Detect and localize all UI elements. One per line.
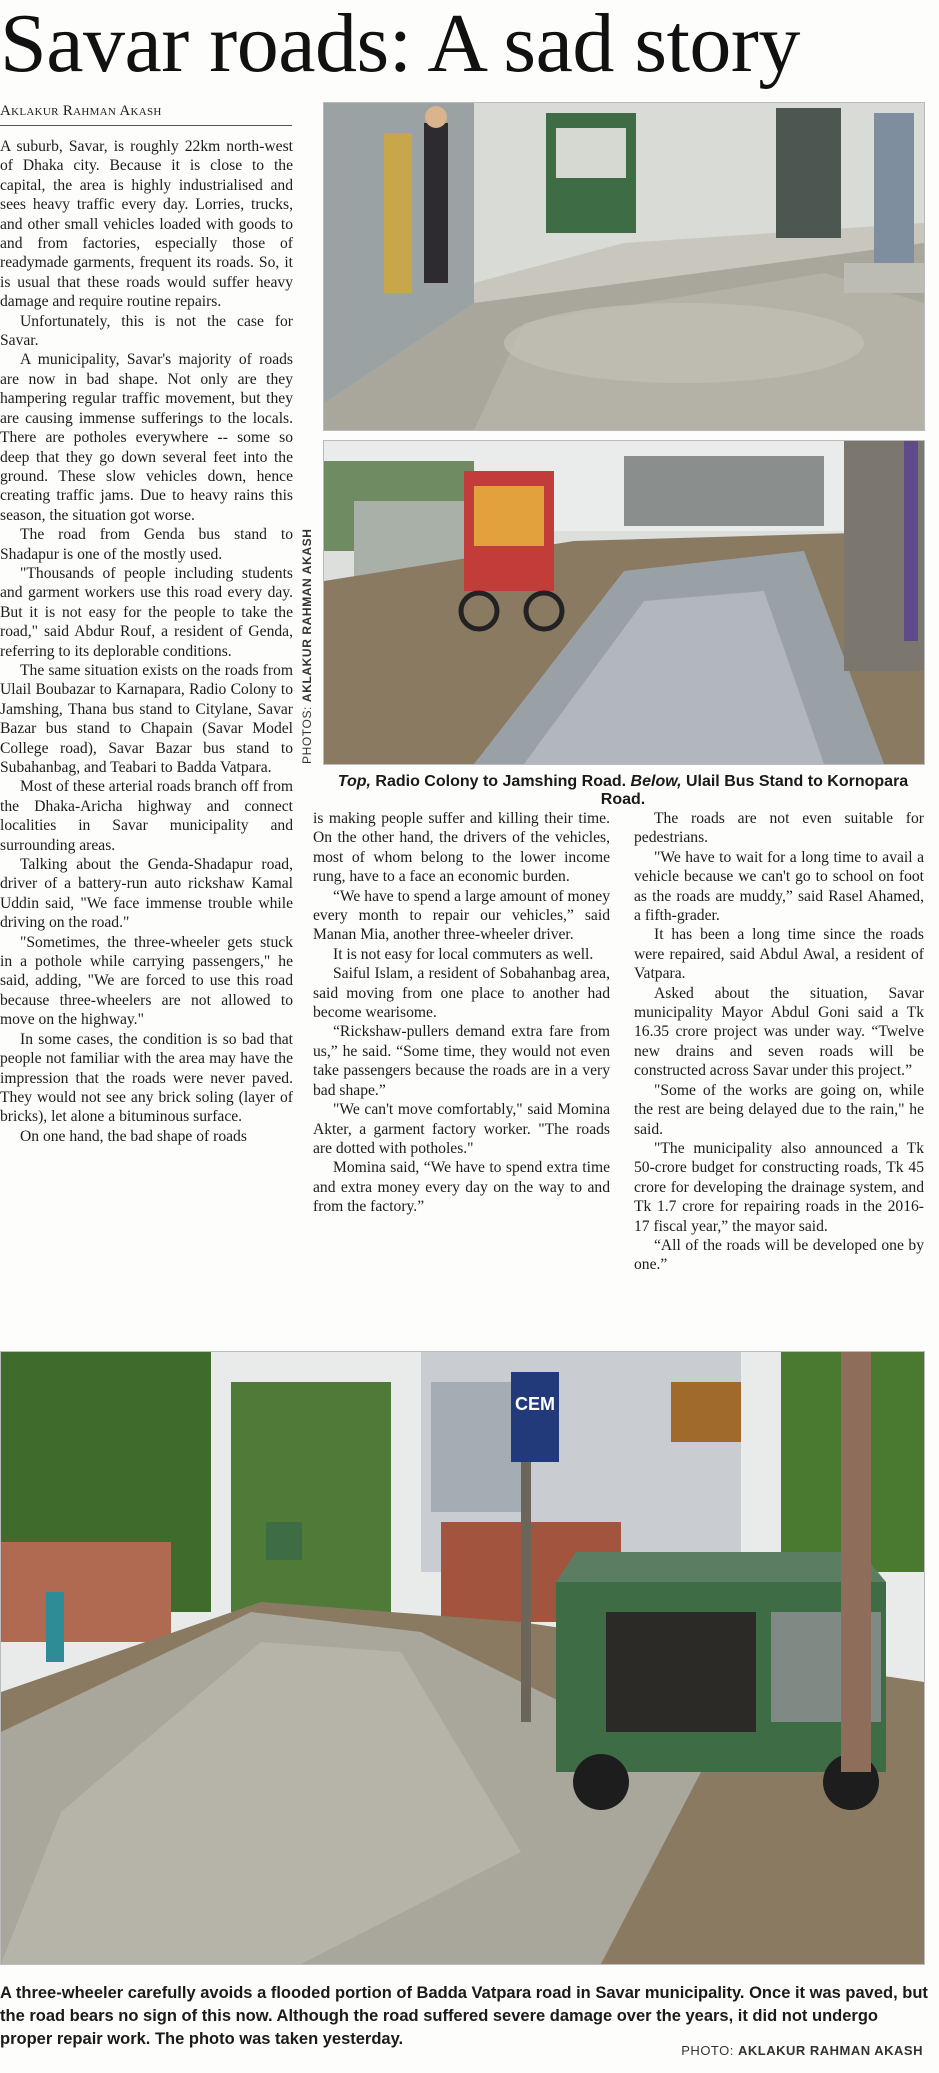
paragraph: In some cases, the condition is so bad that people not familiar with the area may have the impression that the roads were never paved. They would not see any brick soling (layer of bricks), let alone a bituminous surface.	[0, 1030, 293, 1126]
paragraph: A municipality, Savar's majority of roads are now in bad shape. Not only are they hampering regular traffic movement, but they are causing immense sufferings to the locals. There are potholes everywhere -- some so deep that they go down several feet into the ground. These slow vehicles down, hence creating traffic jams. Due to heavy rains this season, the situation got worse.	[0, 351, 293, 524]
paragraph: A suburb, Savar, is roughly 22km north-west of Dhaka city. Because it is close to the capital, the area is highly industrialised and sees heavy traffic every day. Lorries, trucks, and other small vehicles loaded with goods to and from factories, especially those of readymade garments, frequent its roads. So, it is usual that these roads would suffer heavy damage and require routine repairs.	[0, 138, 293, 311]
paragraph: "Thousands of people including students and garment workers use this road every day. But it is not easy for the people to take the road," said Abdur Rouf, a resident of Genda, referring to its deplorable conditions.	[0, 564, 293, 660]
paragraph: Momina said, “We have to spend extra time and extra money every day on the way to and from the factory.”	[313, 1159, 610, 1216]
paragraph: “We have to spend a large amount of money every month to repair our vehicles,” said Manan Mia, another three-wheeler driver.	[313, 887, 610, 944]
photo-caption-top	[323, 773, 923, 809]
paragraph: “All of the roads will be developed one by one.”	[634, 1236, 924, 1274]
photo-credit-bottom	[675, 2043, 923, 2058]
caption-lead-top: Top,	[337, 773, 371, 790]
paragraph: Unfortunately, this is not the case for Savar.	[0, 312, 293, 350]
paragraph: Talking about the Genda-Shadapur road, driver of a battery-run auto rickshaw Kamal Uddin said, "We face immense trouble while driving on the road."	[0, 856, 293, 932]
paragraph: Asked about the situation, Savar municipality Mayor Abdul Goni said a Tk 16.35 crore project was under way. “Twelve new drains and seven roads will be constructed across Savar under this project.”	[634, 984, 924, 1080]
paragraph: The same situation exists on the roads from Ulail Boubazar to Karnapara, Radio Colony to Jamshing, Thana bus stand to Citylane, Savar Bazar bus stand to Chapain (Savar Model College road), Savar Bazar bus stand to Subahanbag, and Teabari to Badda Vatpara.	[0, 661, 293, 776]
credit-name: AKLAKUR RAHMAN AKASH	[737, 2043, 923, 2058]
photo-badda-vatpara-road	[0, 1351, 925, 1965]
paragraph: "We can't move comfortably," said Momina Akter, a garment factory worker. "The roads are dotted with potholes."	[313, 1101, 610, 1157]
paragraph: It has been a long time since the roads were repaired, said Abdul Awal, a resident of Vatpara.	[634, 926, 924, 983]
photo-ulail-bus-stand-road	[323, 440, 925, 765]
credit-label: PHOTO:	[681, 2043, 738, 2058]
paragraph: On one hand, the bad shape of roads	[20, 1127, 247, 1145]
photo-credit-vertical	[300, 529, 314, 764]
sign-text: CEM	[515, 1394, 555, 1414]
paragraph: is making people suffer and killing their time. On the other hand, the drivers of the vehicles, most of whom belong to the lower income rung, have to a face an economic burden.	[313, 810, 610, 886]
credit-label: PHOTOS:	[300, 702, 314, 764]
credit-name: AKLAKUR RAHMAN AKASH	[300, 528, 314, 703]
paragraph: "We have to wait for a long time to avail a vehicle because we can't go to school on foot as the roads are muddy,” said Rasel Ahamed, a fifth-grader.	[634, 848, 924, 925]
paragraph: "Some of the works are going on, while the rest are being delayed due to the rain," he said.	[634, 1081, 924, 1138]
byline: Aklakur Rahman Akash	[0, 103, 292, 126]
caption-text-below: Ulail Bus Stand to Kornopara Road.	[600, 773, 909, 808]
paragraph: "Sometimes, the three-wheeler gets stuck in a pothole while carrying passengers," he said, adding, "We are forced to use this road because three-wheelers are not allowed to move on the highway."	[0, 933, 293, 1029]
caption-text-top: Radio Colony to Jamshing Road.	[370, 773, 631, 790]
photo-caption-bottom: A three-wheeler carefully avoids a flooded portion of Badda Vatpara road in Savar municipality. Once it was paved, but the road bears no sign of this now. Although the road suffered severe damage over the years, it did not undergo proper repair work. The photo was taken yesterday.	[0, 1984, 928, 2048]
paragraph: Most of these arterial roads branch off from the Dhaka-Aricha highway and connect localities in Savar municipality and surrounding areas.	[0, 778, 293, 854]
paragraph: Saiful Islam, a resident of Sobahanbag area, said moving from one place to another had become wearisome.	[313, 965, 610, 1022]
paragraph: “Rickshaw-pullers demand extra fare from us,” he said. “Some time, they would not even take passengers because the roads are in a very bad shape.”	[313, 1023, 610, 1099]
paragraph: "The municipality also announced a Tk 50-crore budget for constructing roads, Tk 45 crore for developing the drainage system, and Tk 1.7 crore for repairing roads in the 2016-17 fiscal year,” the mayor said.	[634, 1139, 924, 1235]
caption-lead-below: Below,	[630, 773, 682, 790]
paragraph: It is not easy for local commuters as well.	[333, 945, 594, 963]
article-column-3	[634, 809, 924, 1334]
photo-radio-colony-road	[323, 102, 925, 431]
paragraph: The roads are not even suitable for pedestrians.	[634, 810, 924, 847]
headline: Savar roads: A sad story	[0, 0, 800, 90]
paragraph: The road from Genda bus stand to Shadapur is one of the mostly used.	[0, 526, 293, 563]
article-column-2	[313, 809, 610, 1334]
article-column-1	[0, 137, 293, 1329]
